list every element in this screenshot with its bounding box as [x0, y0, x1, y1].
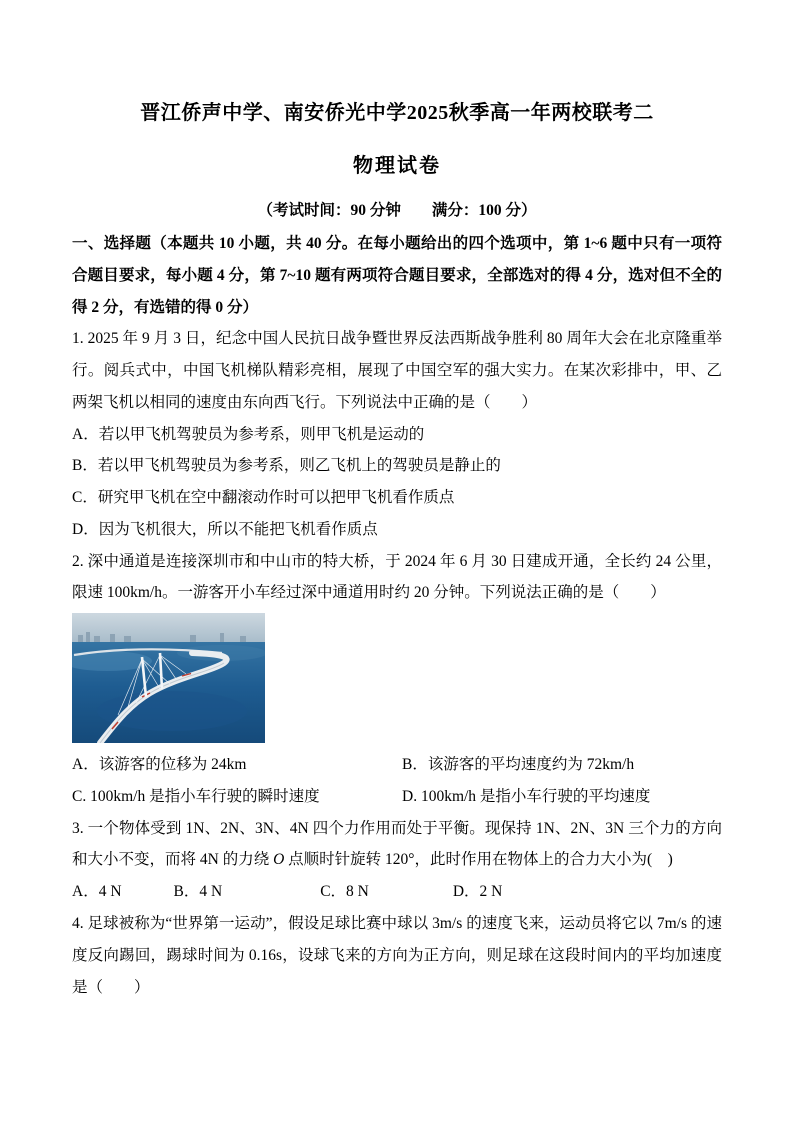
- bridge-photo: [72, 613, 265, 743]
- question-1: [72, 323, 722, 545]
- section-heading: 一、选择题（本题共 10 小题，共 40 分。在每小题给出的四个选项中，第 1~6 题中只有一项符合题目要求，每小题 4 分，第 7~10 题有两项符合题目要求，全部选对的得 4 分，选对但不全的得 2 分，有选错的得 0 分）: [72, 235, 722, 316]
- question-2-option-a: A．该游客的位移为 24km: [72, 756, 247, 774]
- question-1-option-c: C．研究甲飞机在空中翻滚动作时可以把甲飞机看作质点: [72, 489, 455, 507]
- point-o-label: O: [273, 851, 285, 869]
- exam-info-line: （考试时间：90 分钟 满分：100 分）: [257, 202, 537, 219]
- question-3-stem-text-2: 点顺时针旋转 120°，此时作用在物体上的合力大小为( ): [284, 851, 673, 869]
- question-3-option-c: C．8 N: [320, 883, 369, 901]
- paper-title: 物理试卷: [353, 155, 441, 177]
- question-3-stem-text: 3. 一个物体受到 1N、2N、3N、4N 四个力作用而处于平衡。现保持 1N、2N、3N 三个力的方向和大小不变，而将 4N 的力绕: [72, 819, 722, 869]
- question-2-option-b: B．该游客的平均速度约为 72km/h: [402, 756, 635, 774]
- question-1-option-b: B．若以甲飞机驾驶员为参考系，则乙飞机上的驾驶员是静止的: [72, 457, 501, 475]
- question-2: [72, 546, 722, 813]
- question-2-stem: 2. 深中通道是连接深圳市和中山市的特大桥，于 2024 年 6 月 30 日建成开通，全长约 24 公里，限速 100km/h。一游客开小车经过深中通道用时约 20 分钟。下列说法正确的是（ ）: [72, 552, 722, 602]
- question-3-option-d: D．2 N: [452, 883, 503, 901]
- question-2-option-c: C. 100km/h 是指小车行驶的瞬时速度: [72, 787, 320, 805]
- question-3-options: [72, 876, 722, 908]
- question-4-stem: 4. 足球被称为“世界第一运动”，假设足球比赛中球以 3m/s 的速度飞来，运动员将它以 7m/s 的速度反向踢回，踢球时间为 0.16s，设球飞来的方向为正方向，则足球在这段时间内的平均加速度是（ ）: [72, 915, 722, 996]
- question-2-option-d: D. 100km/h 是指小车行驶的平均速度: [402, 787, 651, 805]
- question-2-options: [72, 749, 722, 813]
- question-3-stem: [72, 813, 722, 877]
- question-2-figure: [72, 613, 722, 743]
- question-3-option-b: B．4 N: [173, 883, 223, 901]
- exam-title: 晋江侨声中学、南安侨光中学2025秋季高一年两校联考二: [140, 102, 654, 124]
- question-1-option-a: A．若以甲飞机驾驶员为参考系，则甲飞机是运动的: [72, 425, 425, 443]
- question-4: [72, 908, 722, 1003]
- question-1-option-d: D．因为飞机很大，所以不能把飞机看作质点: [72, 520, 378, 538]
- question-1-stem: 1. 2025 年 9 月 3 日，纪念中国人民抗日战争暨世界反法西斯战争胜利 80 周年大会在北京隆重举行。阅兵式中，中国飞机梯队精彩亮相，展现了中国空军的强大实力。在某次彩排中，甲、乙两架飞机以相同的速度由东向西飞行。下列说法中正确的是（ ）: [72, 330, 722, 411]
- question-3-option-a: A．4 N: [72, 883, 122, 901]
- question-3: [72, 813, 722, 908]
